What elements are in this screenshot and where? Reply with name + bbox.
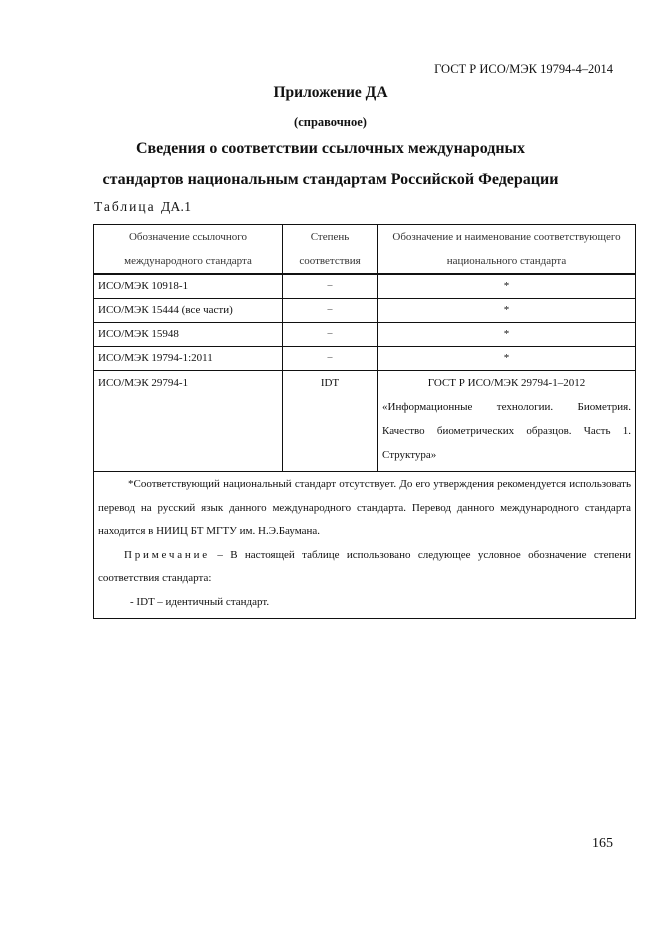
cell-national: * (378, 274, 636, 299)
footnote-text: *Соответствующий национальный стандарт отсутствует. До его утверждения рекомендуется использовать перевод на русский язык данного международного стандарта. Перевод данного международного стандарта находится в НИИЦ БТ МГТУ им. Н.Э.Баумана. (98, 478, 631, 537)
appendix-heading-line-2: стандартов национальным стандартам Российской Федерации (102, 171, 559, 188)
cell-national: * (378, 347, 636, 371)
table-footnote (98, 473, 631, 544)
table-notes-row (94, 472, 636, 619)
appendix-title: Приложение ДА (273, 84, 388, 101)
cell-degree: – (283, 323, 378, 347)
column-header-national: Обозначение и наименование соответствующего национального стандарта (378, 225, 636, 275)
national-standard-title: «Информационные технологии. Биометрия. Качество биометрических образцов. Часть 1. Структура» (382, 401, 631, 461)
table-row (94, 371, 636, 472)
cell-reference: ИСО/МЭК 15444 (все части) (94, 299, 283, 323)
cell-reference: ИСО/МЭК 10918-1 (94, 274, 283, 299)
cell-reference: ИСО/МЭК 29794-1 (94, 371, 283, 472)
appendix-heading-line-1: Сведения о соответствии ссылочных международных (135, 140, 526, 157)
note-text: – В настоящей таблице использовано следующее условное обозначение степени соответствия стандарта: (98, 548, 631, 584)
cell-national: * (378, 299, 636, 323)
cell-national (378, 371, 636, 472)
note-item (98, 591, 631, 615)
table-notes-cell (94, 472, 636, 619)
table-header-row (94, 225, 636, 275)
document-standard-code: ГОСТ Р ИСО/МЭК 19794-4–2014 (434, 62, 613, 76)
cell-national: * (378, 323, 636, 347)
cell-degree: – (283, 274, 378, 299)
table-caption-word: Таблица (94, 199, 156, 214)
table-row (94, 274, 636, 299)
table-note (98, 544, 631, 591)
table-row (94, 347, 636, 371)
note-label: Примечание (124, 548, 210, 561)
table-row (94, 299, 636, 323)
page-number: 165 (592, 836, 613, 851)
table-caption-number: ДА.1 (161, 199, 192, 214)
table-caption (94, 199, 191, 215)
column-header-degree: Степень соответствия (283, 225, 378, 275)
table-row (94, 323, 636, 347)
correspondence-table (93, 224, 636, 619)
cell-degree: IDT (283, 371, 378, 472)
note-item-text: - IDT – идентичный стандарт. (130, 595, 270, 608)
column-header-reference: Обозначение ссылочного международного стандарта (94, 225, 283, 275)
cell-reference: ИСО/МЭК 15948 (94, 323, 283, 347)
cell-reference: ИСО/МЭК 19794-1:2011 (94, 347, 283, 371)
national-standard-code: ГОСТ Р ИСО/МЭК 29794-1–2012 (427, 377, 586, 389)
appendix-subtitle: (справочное) (294, 115, 367, 129)
cell-degree: – (283, 299, 378, 323)
cell-degree: – (283, 347, 378, 371)
